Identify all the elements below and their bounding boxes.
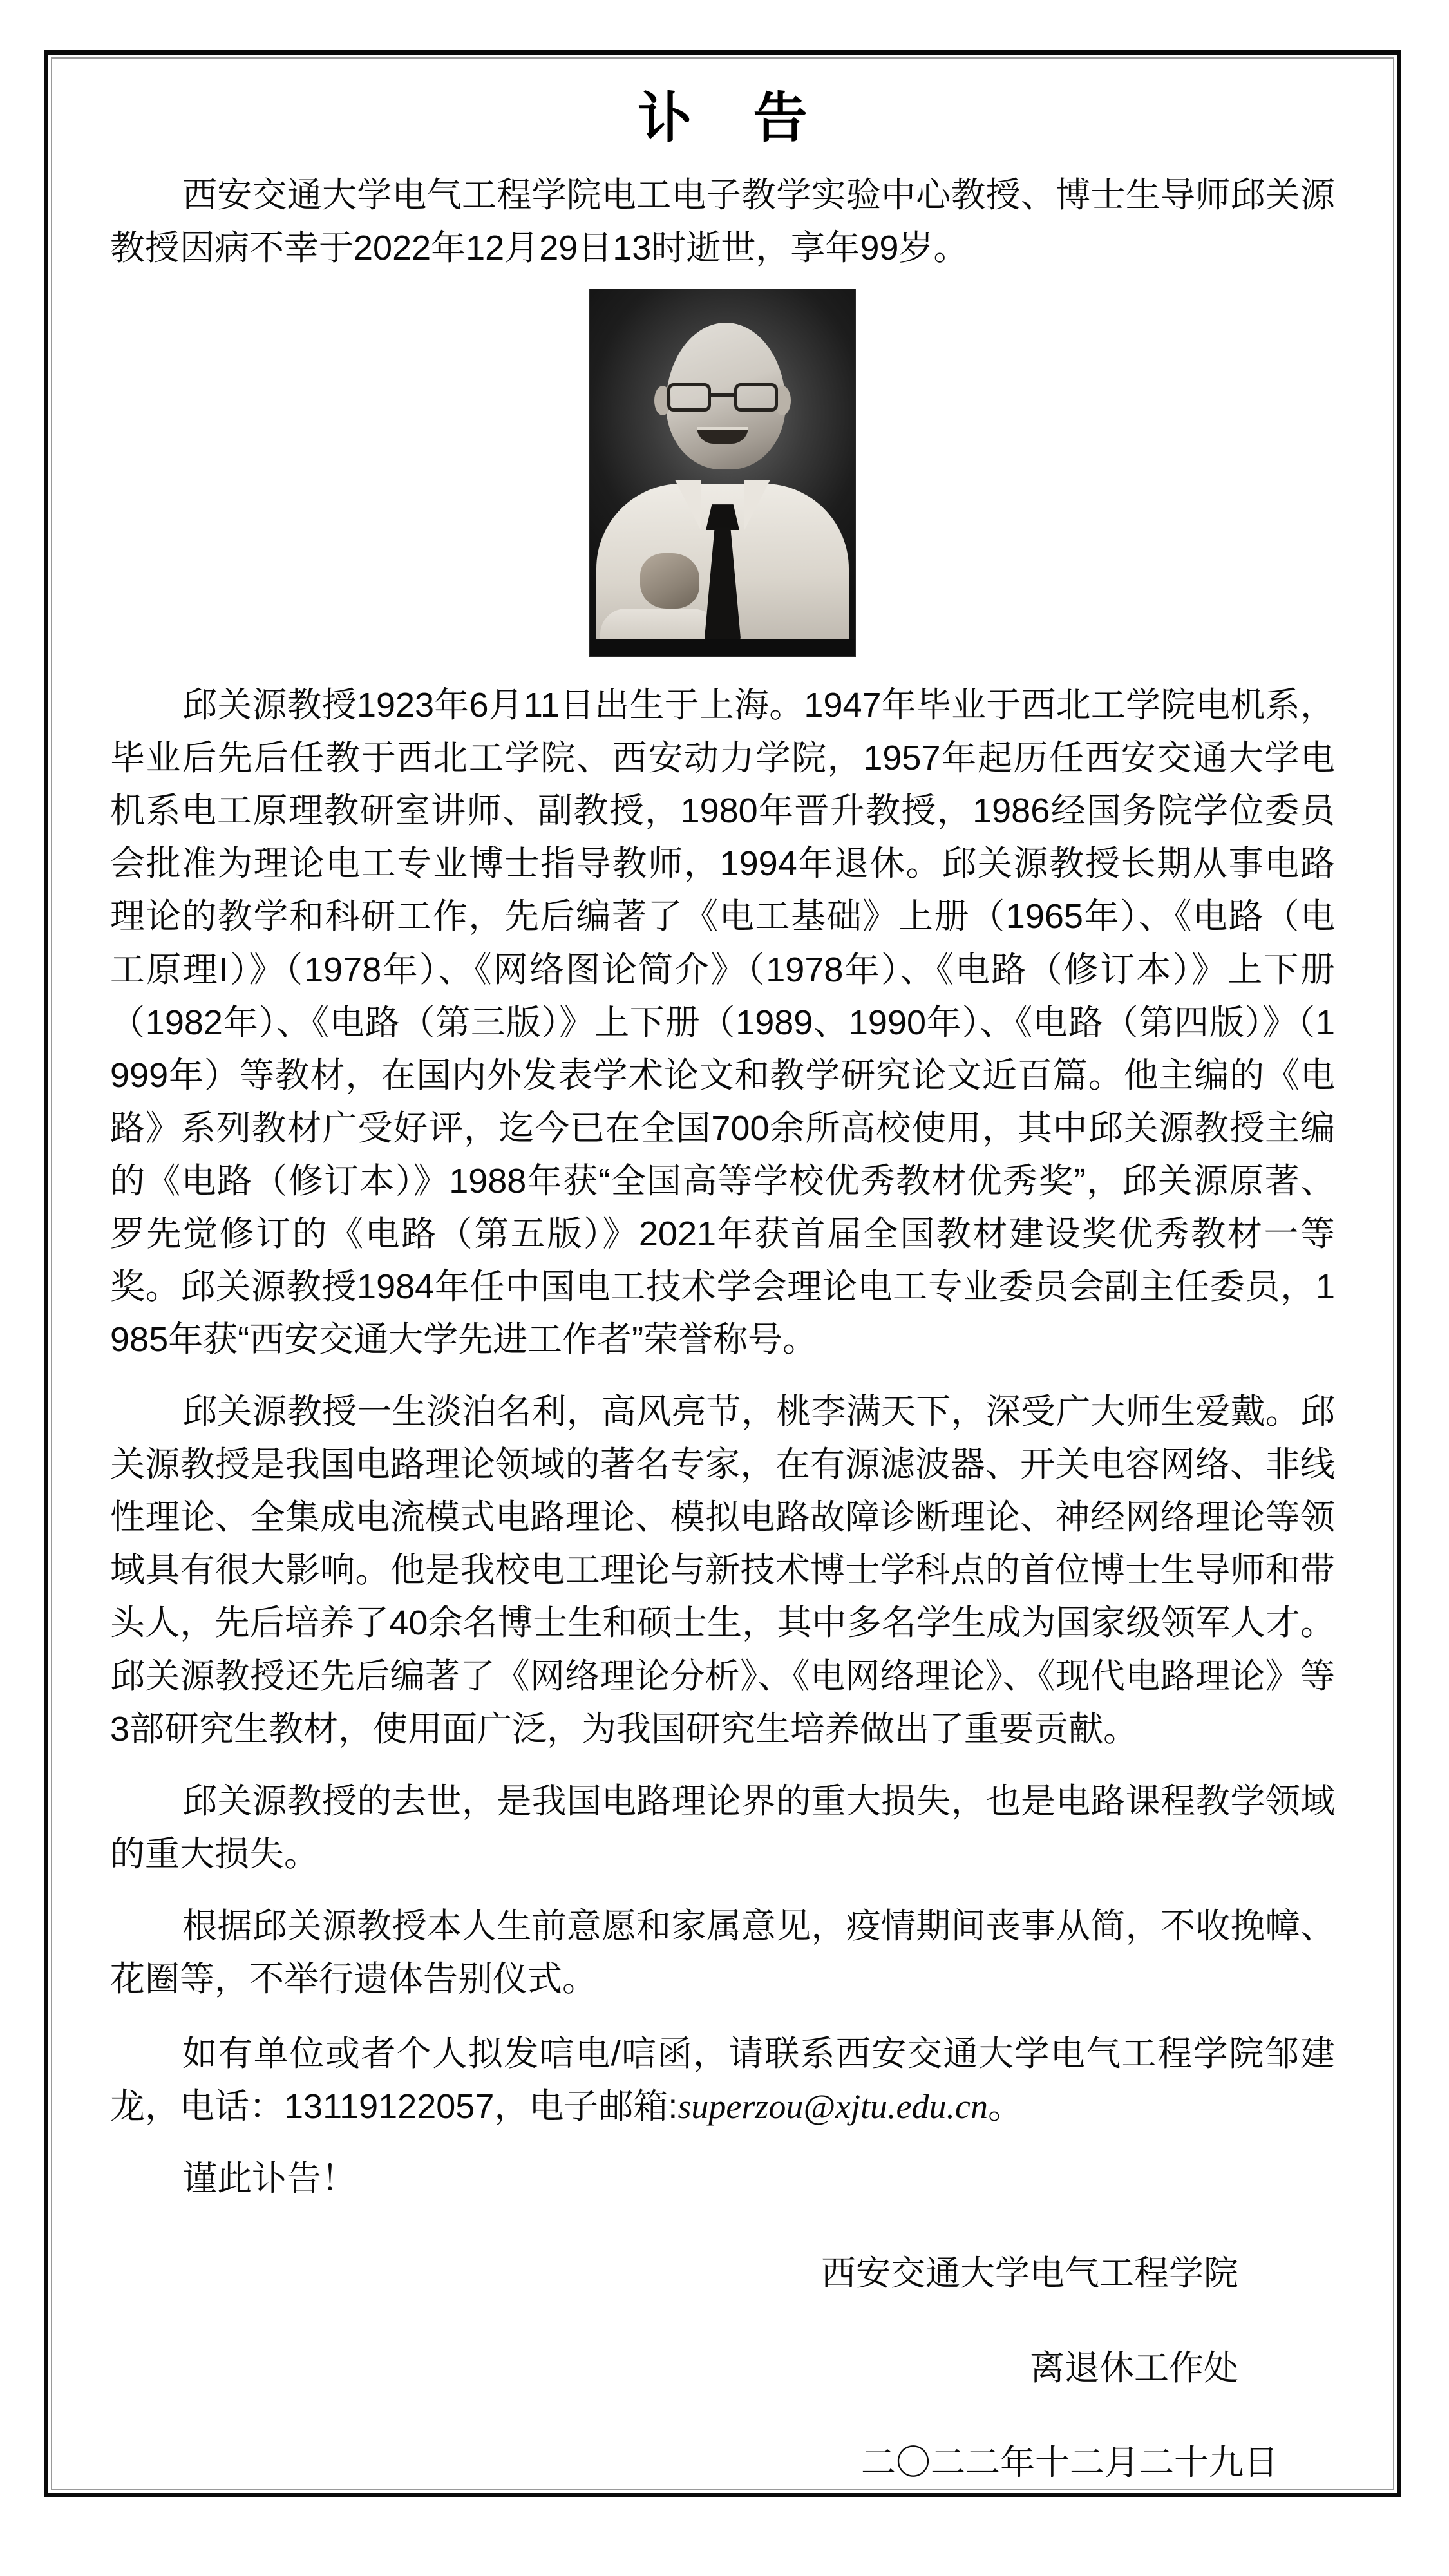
photo-glasses-bridge	[711, 393, 734, 397]
biography-paragraph: 邱关源教授1923年6月11日出生于上海。1947年毕业于西北工学院电机系，毕业后先后任教于西北工学院、西安动力学院，1957年起历任西安交通大学电机系电工原理教研室讲师、副教授，1980年晋升教授，1986经国务院学位委员会批准为理论电工专业博士指导教师，1994年退休。邱关源教授长期从事电路理论的教学和科研工作，先后编著了《电工基础》上册（1965年）、《电路（电工原理I）》（1978年）、《网络图论简介》（1978年）、《电路（修订本）》上下册（1982年）、《电路（第三版）》上下册（1989、1990年）、《电路（第四版）》（1999年）等教材，在国内外发表学术论文和教学研究论文近百篇。他主编的《电路》系列教材广受好评，迄今已在全国700余所高校使用，其中邱关源教授主编的《电路（修订本）》1988年获“全国高等学校优秀教材优秀奖”，邱关源原著、罗先觉修订的《电路（第五版）》2021年获首届全国教材建设奖优秀教材一等奖。邱关源教授1984年任中国电工技术学会理论电工专业委员会副主任委员，1985年获“西安交通大学先进工作者”荣誉称号。	[110, 686, 1335, 1359]
closing-line: 谨此讣告！	[182, 2159, 356, 2199]
signature-organization: 西安交通大学电气工程学院	[821, 2254, 1238, 2293]
loss-paragraph: 邱关源教授的去世，是我国电路理论界的重大损失，也是电路课程教学领域的重大损失。	[110, 1781, 1335, 1873]
contact-paragraph	[110, 2027, 1335, 2133]
contact-prefix-text: 如有单位或者个人拟发唁电/唁函，请联系西安交通大学电气工程学院邹建龙，电话：13119122057，电子邮箱:	[110, 2034, 1335, 2126]
photo-lens-left	[667, 383, 711, 412]
photo-collar-right	[744, 480, 770, 530]
portrait-photo	[589, 289, 856, 657]
photo-collar-left	[675, 480, 701, 530]
notice-content	[48, 55, 1397, 2493]
contact-email[interactable]: superzou@xjtu.edu.cn	[677, 2087, 988, 2126]
photo-glasses	[666, 383, 779, 413]
photo-lens-right	[734, 383, 778, 412]
signature-department: 离退休工作处	[1030, 2349, 1238, 2388]
funeral-arrangements-paragraph: 根据邱关源教授本人生前意愿和家属意见，疫情期间丧事从简，不收挽幛、花圈等，不举行遗体告别仪式。	[110, 1906, 1335, 1998]
signature-date: 二〇二二年十二月二十九日	[861, 2443, 1278, 2483]
contact-suffix-text: 。	[987, 2087, 1023, 2126]
notice-border-frame	[44, 50, 1401, 2497]
photo-hand	[640, 553, 699, 609]
photo-table-edge	[590, 639, 855, 656]
portrait-photo-container	[110, 289, 1335, 657]
tribute-paragraph: 邱关源教授一生淡泊名利，高风亮节，桃李满天下，深受广大师生爱戴。邱关源教授是我国电路理论领域的著名专家，在有源滤波器、开关电容网络、非线性理论、全集成电流模式电路理论、模拟电路故障诊断理论、神经网络理论等领域具有很大影响。他是我校电工理论与新技术博士学科点的首位博士生导师和带头人，先后培养了40余名博士生和硕士生，其中多名学生成为国家级领军人才。邱关源教授还先后编著了《网络理论分析》、《电网络理论》、《现代电路理论》等3部研究生教材，使用面广泛，为我国研究生培养做出了重要贡献。	[110, 1392, 1335, 1748]
page-title: 讣 告	[638, 88, 831, 148]
lead-paragraph: 西安交通大学电气工程学院电工电子教学实验中心教授、博士生导师邱关源教授因病不幸于2022年12月29日13时逝世，享年99岁。	[110, 176, 1335, 268]
